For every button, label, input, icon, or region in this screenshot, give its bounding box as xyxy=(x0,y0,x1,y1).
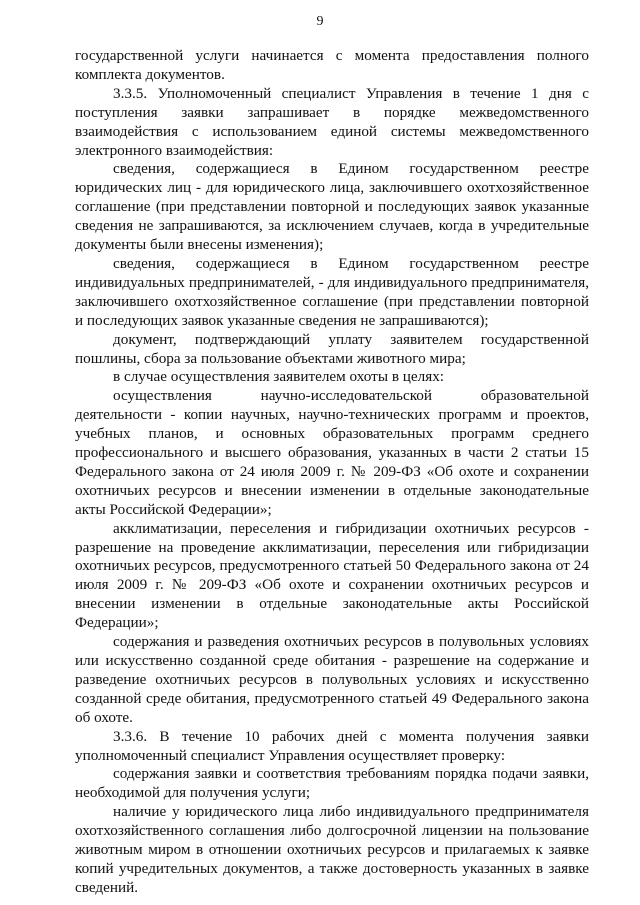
paragraph: документ, подтверждающий уплату заявителем государственной пошлины, сбора за пользование объектами животного мира; xyxy=(75,330,589,367)
paragraph: наличие у юридического лица либо индивидуального предпринимателя охотхозяйственного соглашения либо долгосрочной лицензии на пользование животным миром в отношении охотничьих ресурсов и прилагаемых к заявке копий учредительных документов, а также достоверность указанных в заявке сведений. xyxy=(75,803,589,896)
document-body xyxy=(75,47,589,898)
page-number: 9 xyxy=(316,14,324,29)
paragraph: акклиматизации, переселения и гибридизации охотничьих ресурсов - разрешение на проведение акклиматизации, переселения или гибридизации охотничьих ресурсов, предусмотренного статьей 50 Федерального закона от 24 июля 2009 г. № 209-ФЗ «Об охоте и сохранении охотничьих ресурсов и внесении изменении в отдельные законодательные акты Российской Федерации»; xyxy=(75,519,589,632)
paragraph: в случае осуществления заявителем охоты в целях: xyxy=(113,368,445,386)
paragraph: содержания заявки и соответствия требованиям порядка подачи заявки, необходимой для получения услуги; xyxy=(75,765,589,802)
paragraph: осуществления научно-исследовательской образовательной деятельности - копии научных, научно-технических программ и проектов, учебных планов, и основных образовательных программ среднего профессионального и высшего образования, указанных в части 2 статьи 15 Федерального закона от 24 июля 2009 г. № 209-ФЗ «Об охоте и сохранении охотничьих ресурсов и внесении изменении в отдельные законодательные акты Российской Федерации»; xyxy=(75,387,589,518)
paragraph: сведения, содержащиеся в Едином государственном реестре индивидуальных предпринимателей, - для индивидуального предпринимателя, заключившего охотхозяйственное соглашение (при представлении повторной и последующих заявок указанные сведения не запрашиваются); xyxy=(75,254,589,329)
paragraph: сведения, содержащиеся в Едином государственном реестре юридических лиц - для юридического лица, заключившего охотхозяйственное соглашение (при представлении повторной и последующих заявок указанные сведения не запрашиваются, за исключением случаев, когда в учредительные документы были внесены изменения); xyxy=(75,160,589,254)
paragraph: государственной услуги начинается с момента предоставления полного комплекта документов. xyxy=(75,47,589,83)
paragraph: содержания и разведения охотничьих ресурсов в полувольных условиях или искусственно созданной среде обитания - разрешение на содержание и разведение охотничьих ресурсов в полувольных условиях и искусственно созданной среде обитания, предусмотренного статьей 49 Федерального закона об охоте. xyxy=(75,633,589,726)
paragraph: 3.3.6. В течение 10 рабочих дней с момента получения заявки уполномоченный специалист Управления осуществляет проверку: xyxy=(75,727,589,764)
paragraph: 3.3.5. Уполномоченный специалист Управления в течение 1 дня с поступления заявки запрашивает в порядке межведомственного взаимодействия с использованием единой системы межведомственного электронного взаимодействия: xyxy=(75,84,589,159)
